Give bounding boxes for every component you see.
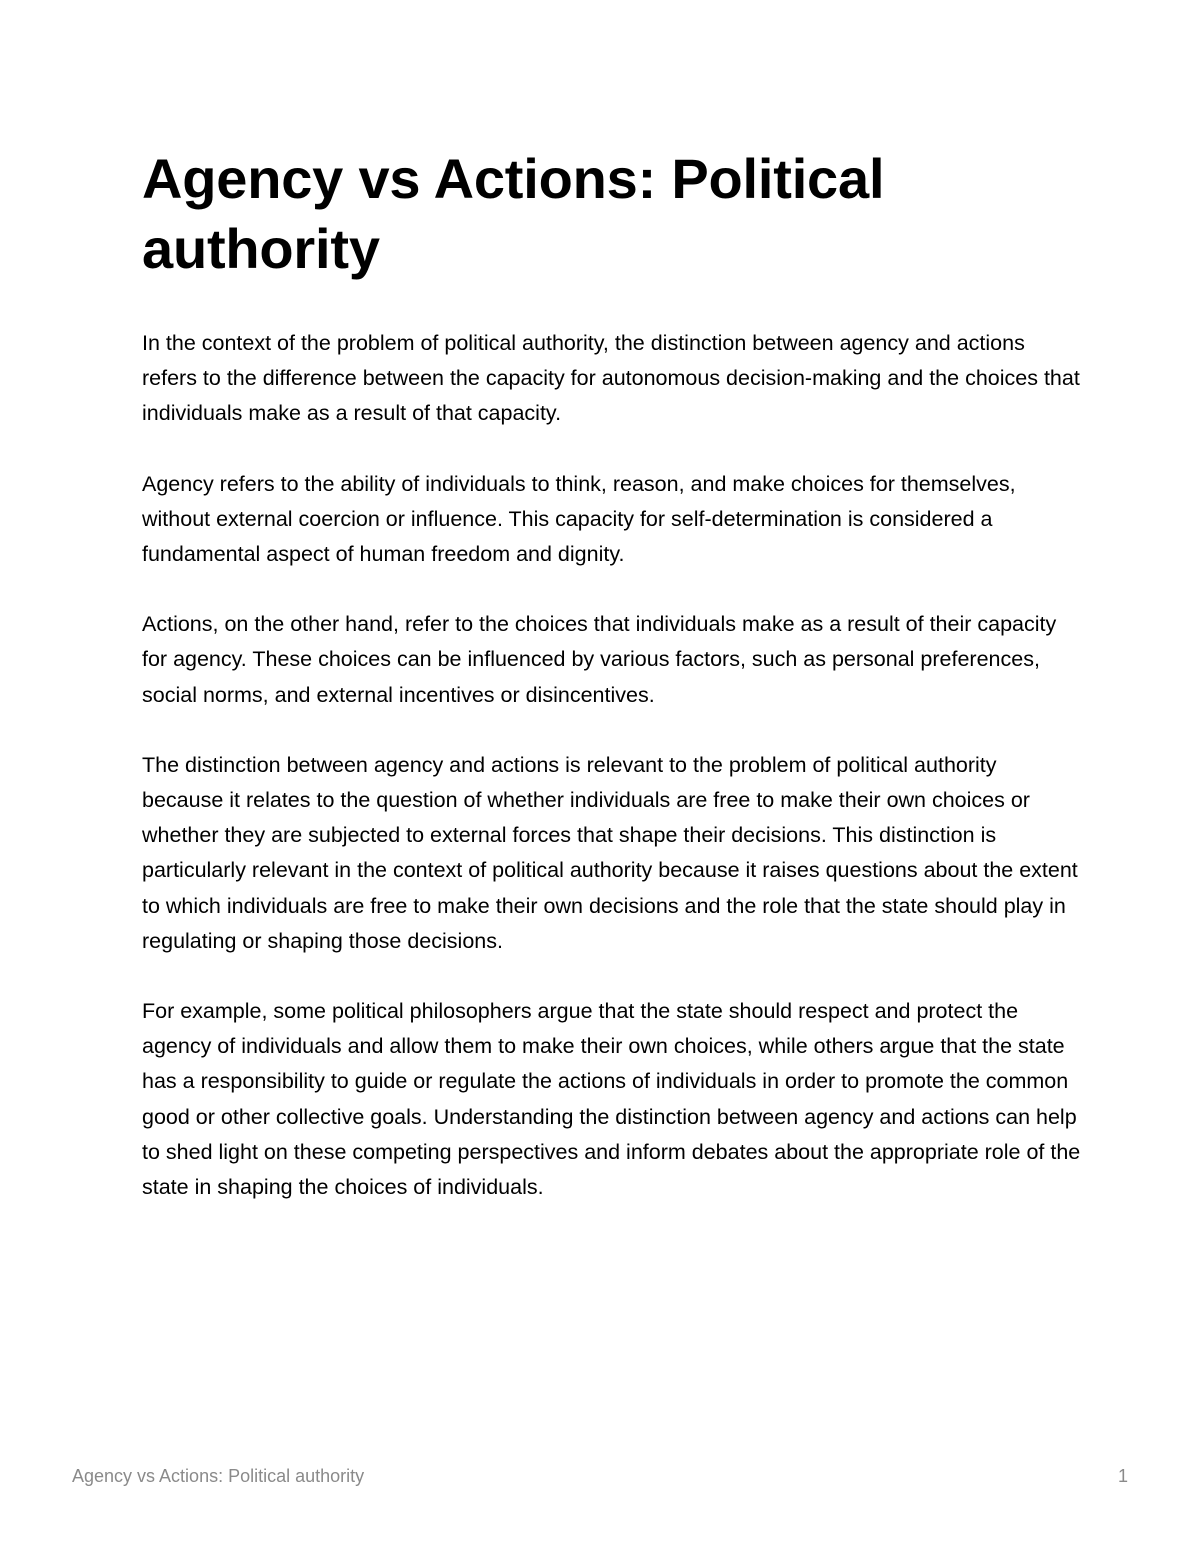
paragraph-relevance: The distinction between agency and actions is relevant to the problem of political authority because it relates to the question of whether individuals are free to make their own choices or whether they are subjected to external forces that shape their decisions. This distinction is particularly relevant in the context of political authority because it raises questions about the extent to which individuals are free to make their own decisions and the role that the state should play in regulating or shaping those decisions. (142, 752, 1078, 953)
footer-page-number: 1 (1117, 1466, 1128, 1486)
paragraph-example: For example, some political philosophers argue that the state should respect and protect the agency of individuals and allow them to make their own choices, while others argue that the state has a responsibility to guide or regulate the actions of individuals in order to promote the common good or other collective goals. Understanding the distinction between agency and actions can help to shed light on these competing perspectives and inform debates about the appropriate role of the state in shaping the choices of individuals. (142, 999, 1081, 1200)
paragraph-intro: In the context of the problem of political authority, the distinction between agency and actions refers to the difference between the capacity for autonomous decision-making and the choices that individuals make as a result of that capacity. (142, 331, 1080, 426)
paragraph-agency: Agency refers to the ability of individuals to think, reason, and make choices for themselves, without external coercion or influence. This capacity for self-determination is considered a fundamental aspect of human freedom and dignity. (142, 471, 1016, 567)
footer-document-title: Agency vs Actions: Political authority (72, 1466, 365, 1486)
page-title: Agency vs Actions: Political authority (142, 147, 885, 280)
document-body (142, 326, 1082, 1240)
paragraph-actions: Actions, on the other hand, refer to the choices that individuals make as a result of their capacity for agency. These choices can be influenced by various factors, such as personal preferences, social norms, and external incentives or disincentives. (142, 612, 1057, 707)
